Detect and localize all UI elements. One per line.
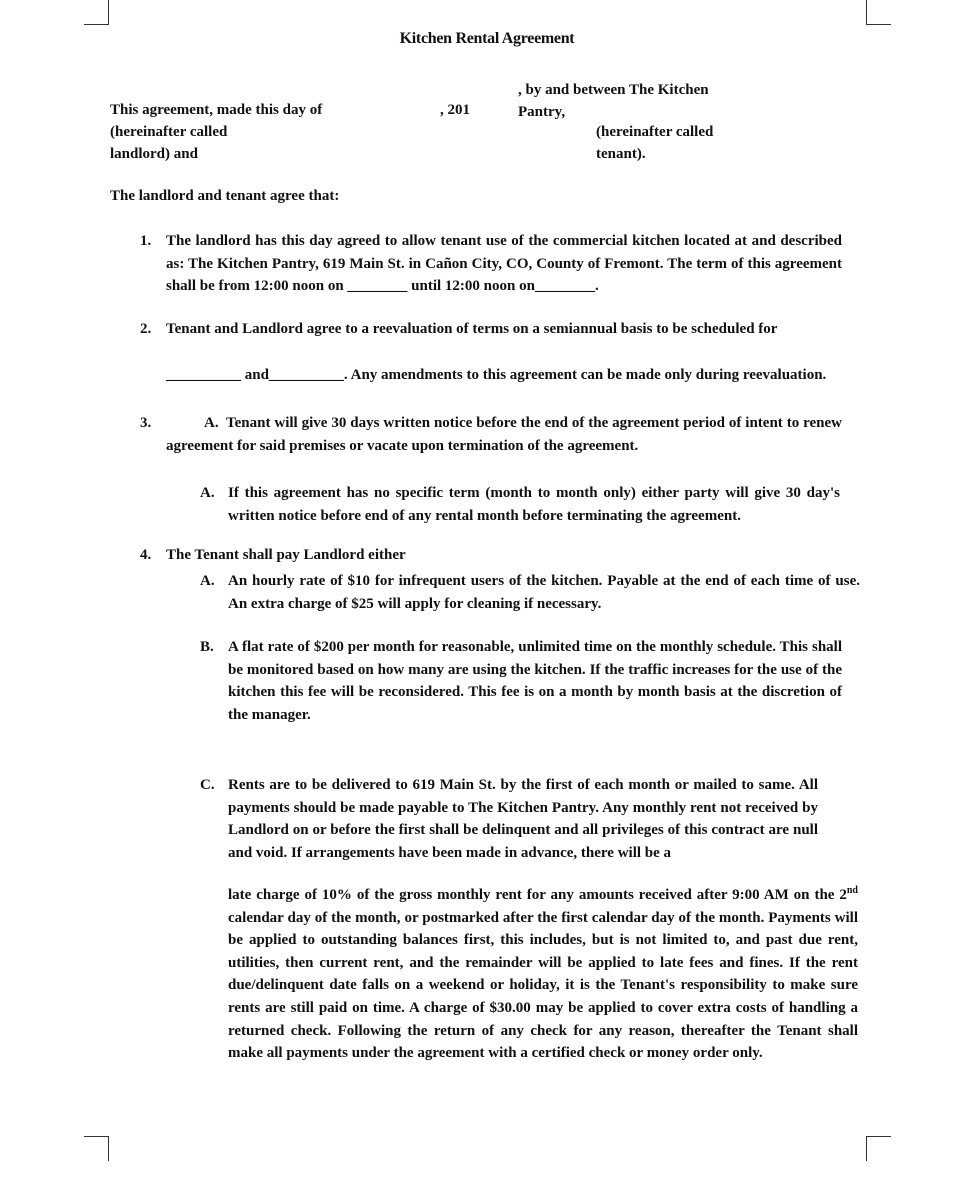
intro-right-line2: tenant).	[596, 146, 646, 162]
item-4c-text-part1: Rents are to be delivered to 619 Main St. by the first of each month or mailed to same. All payments should be made payable to The Kitchen Pantry. Any monthly rent not received by Landlord on or before the first shall be delinquent and all privileges of this contract are null and void. If arrangements have been made in advance, there will be a	[228, 777, 818, 861]
item-3a-text: Tenant will give 30 days written notice before the end of the agreement period of intent to renew agreement for said premises or vacate upon termination of the agreement.	[166, 415, 842, 454]
item-3-sub-label: A.	[200, 485, 215, 501]
item-2-text-line2: __________ and__________. Any amendments to this agreement can be made only during reevaluation.	[166, 367, 827, 383]
intro-mid-line1: , by and between The Kitchen	[518, 82, 709, 98]
intro-left-line1: This agreement, made this day of	[110, 102, 323, 118]
item-2-text-line1: Tenant and Landlord agree to a reevaluation of terms on a semiannual basis to be scheduled for	[166, 321, 778, 337]
crop-mark-top-right	[866, 0, 891, 25]
intro-left-line3: landlord) and	[110, 146, 198, 162]
crop-mark-top-left	[84, 0, 109, 25]
crop-mark-bottom-left	[84, 1136, 109, 1161]
item-3a-label: A.	[204, 415, 219, 431]
item-4c-text-part2: late charge of 10% of the gross monthly rent for any amounts received after 9:00 AM on the 2	[228, 887, 847, 903]
item-4b-text: A flat rate of $200 per month for reasonable, unlimited time on the monthly schedule. This shall be monitored based on how many are using the kitchen. If the traffic increases for the use of the kitchen this fee will be reconsidered. This fee is on a month by month basis at the discretion of the manager.	[228, 639, 842, 723]
item-4a-text: An hourly rate of $10 for infrequent users of the kitchen. Payable at the end of each time of use. An extra charge of $25 will apply for cleaning if necessary.	[228, 573, 860, 612]
agree-line: The landlord and tenant agree that:	[110, 188, 340, 204]
item-2-number: 2.	[140, 321, 152, 337]
item-4-text: The Tenant shall pay Landlord either	[166, 547, 406, 563]
item-4b-label: B.	[200, 639, 214, 655]
intro-year: , 201	[440, 102, 470, 118]
item-4a-label: A.	[200, 573, 215, 589]
item-4c-text-part3: calendar day of the month, or postmarked after the first calendar day of the month. Payments will be applied to outstanding balances first, this includes, but is not limited to, and past due rent, utilities, then current rent, and the remainder will be applied to late fees and fines. If the rent due/delinquent date falls on a weekend or holiday, it is the Tenant's responsibility to make sure rents are still paid on time. A charge of $30.00 may be applied to cover extra costs of handling a returned check. Following the return of any check for any reason, thereafter the Tenant shall make all payments under the agreement with a certified check or money order only.	[228, 909, 858, 1062]
item-3-number: 3.	[140, 415, 152, 431]
item-4c-superscript: nd	[846, 885, 858, 896]
item-1-text: The landlord has this day agreed to allow tenant use of the commercial kitchen located at and described as: The Kitchen Pantry, 619 Main St. in Cañon City, CO, County of Fremont. The term of this agreement shall be from 12:00 noon on ________ until 12:00 noon on________.	[166, 233, 842, 295]
intro-mid-line2: Pantry,	[518, 104, 566, 120]
document-title: Kitchen Rental Agreement	[399, 30, 575, 47]
item-4-number: 4.	[140, 547, 152, 563]
intro-right-line1: (hereinafter called	[596, 124, 714, 140]
intro-left-line2: (hereinafter called	[110, 124, 228, 140]
crop-mark-bottom-right	[866, 1136, 891, 1161]
item-3-sub-text: If this agreement has no specific term (month to month only) either party will give 30 day's written notice before end of any rental month before terminating the agreement.	[228, 485, 840, 524]
item-1-number: 1.	[140, 233, 152, 249]
item-4c-label: C.	[200, 777, 215, 793]
item-4c-text-part2-wrap	[228, 884, 858, 1065]
